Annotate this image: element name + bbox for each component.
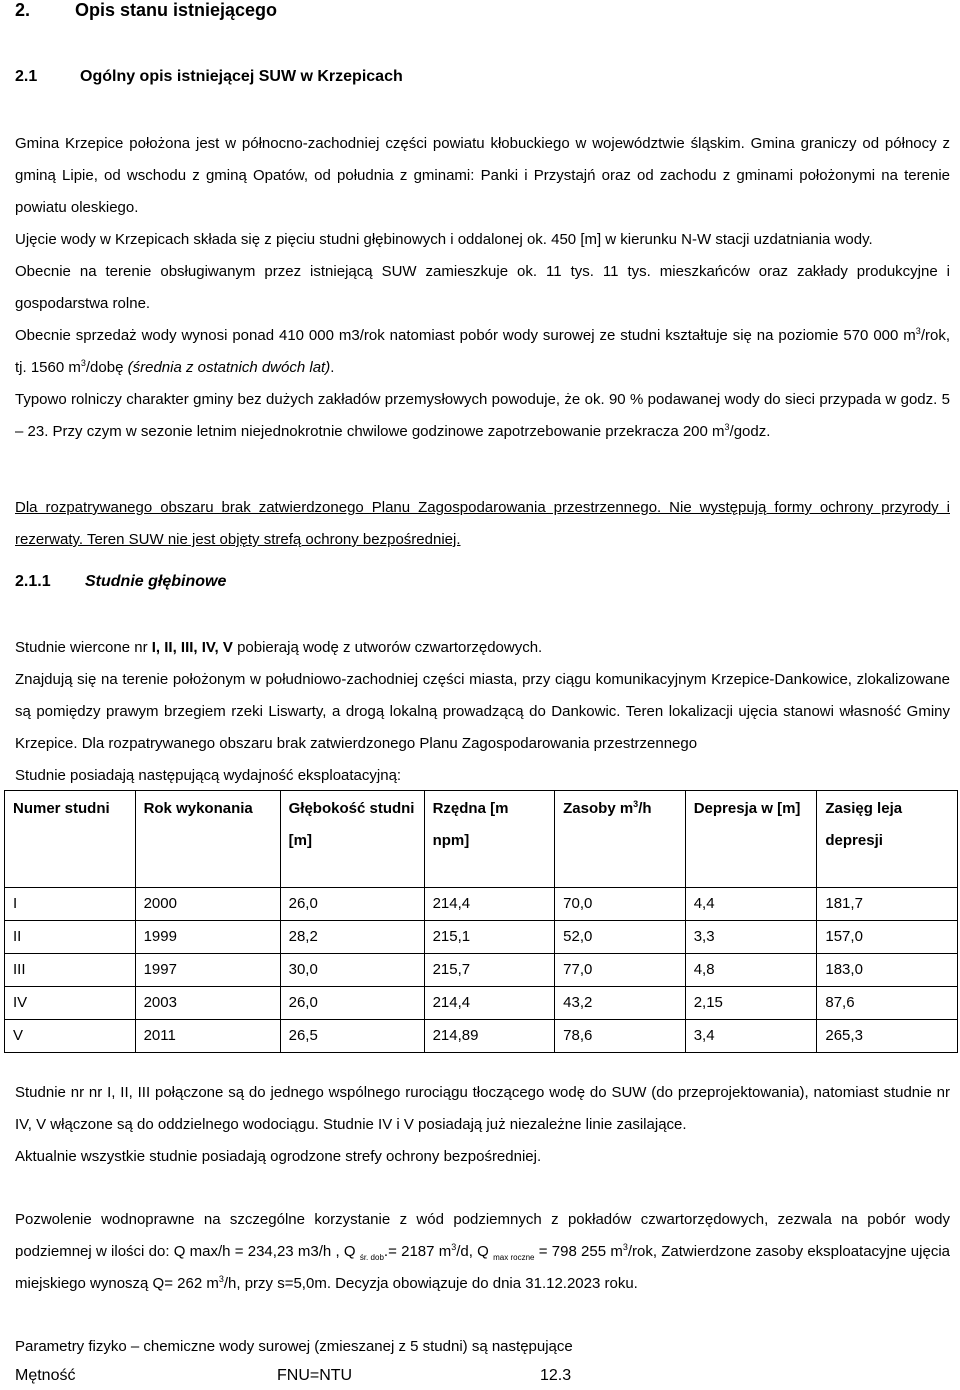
table-row: [5, 888, 958, 921]
table-cell: 77,0: [555, 954, 686, 987]
paragraph-wells-location: Znajdują się na terenie położonym w południowo-zachodniej części miasta, przy ciągu komunikacyjnym Krzepice-Dankowice, zlokalizowane są pomiędzy prawym brzegiem rzeki Liswarty, a drogą lokalną prowadzącą do Dankowic. Teren lokalizacji ujęcia stanowi własność Gminy Krzepice. Dla rozpatrywanego obszaru brak zatwierdzonego Planu Zagospodarowania przestrzennego: [15, 671, 950, 752]
table-header-cell: Rok wykonania: [135, 791, 280, 888]
table-cell: 43,2: [555, 987, 686, 1020]
subsubsection-title: Studnie głębinowe: [85, 573, 227, 590]
table-cell: 157,0: [817, 921, 958, 954]
table-cell: 52,0: [555, 921, 686, 954]
parameter-name: Mętność: [15, 1367, 76, 1384]
table-cell: 215,1: [424, 921, 555, 954]
table-header-cell: Depresja w [m]: [685, 791, 817, 888]
paragraph-location: Gmina Krzepice położona jest w północno-zachodniej części powiatu kłobuckiego w województwie śląskim. Gmina graniczy od północy z gminą Lipie, od wschodu z gminą Opatów, od południa z gminami: Panki i Przystajń oraz od zachodu z gminami położonymi na terenie powiatu oleskiego.: [15, 135, 950, 216]
table-cell: 265,3: [817, 1020, 958, 1053]
section-title: Opis stanu istniejącego: [75, 0, 278, 20]
parameter-value: 12.3: [540, 1367, 572, 1384]
table-cell: V: [5, 1020, 136, 1053]
table-header-cell: Numer studni: [5, 791, 136, 888]
paragraph-intake: Ujęcie wody w Krzepicach składa się z pięciu studni głębinowych i oddalonej ok. 450 [m] w kierunku N-W stacji uzdatniania wody.: [15, 231, 873, 248]
table-cell: 1997: [135, 954, 280, 987]
section-number: 2.: [15, 0, 31, 20]
table-cell: 26,5: [280, 1020, 424, 1053]
paragraph-capacity-intro: Studnie posiadają następującą wydajność eksploatacyjną:: [15, 767, 402, 784]
paragraph-demand: Typowo rolniczy charakter gminy bez dużych zakładów przemysłowych powoduje, że ok. 90 % podawanej wody do sieci przypada w godz. 5 – 23. Przy czym w sezonie letnim niejednokrotnie chwilowe godzinowe zapotrzebowanie przekracza 200 $m^3$/godz.: [15, 391, 950, 440]
table-row: [5, 954, 958, 987]
subsubsection-number: 2.1.1: [15, 573, 51, 590]
subsection-heading: [15, 68, 950, 86]
table-row: [5, 1020, 958, 1053]
table-cell: III: [5, 954, 136, 987]
table-cell: 2000: [135, 888, 280, 921]
paragraph-parameters-intro: Parametry fizyko – chemiczne wody surowej (zmieszanej z 5 studni) są następujące: [15, 1338, 573, 1355]
table-row: [5, 921, 958, 954]
table-header-cell: Rzędna [m npm]: [424, 791, 555, 888]
paragraph-wells: Studnie wiercone nr I, II, III, IV, V pobierają wodę z utworów czwartorzędowych.: [15, 639, 543, 656]
paragraph-population: Obecnie na terenie obsługiwanym przez istniejącą SUW zamieszkuje ok. 11 tys. 11 tys. mieszkańców oraz zakłady produkcyjne i gospodarstwa rolne.: [15, 263, 950, 312]
table-header-row: [5, 791, 958, 888]
table-cell: 214,4: [424, 987, 555, 1020]
table-cell: 26,0: [280, 888, 424, 921]
table-header-cell: Zasięg leja depresji: [817, 791, 958, 888]
table-cell: 26,0: [280, 987, 424, 1020]
table-cell: 181,7: [817, 888, 958, 921]
paragraph-planning: Dla rozpatrywanego obszaru brak zatwierdzonego Planu Zagospodarowania przestrzennego. Nie występują formy ochrony przyrody i rezerwaty. Teren SUW nie jest objęty strefą ochrony bezpośredniej.: [15, 499, 950, 548]
paragraph-pipelines: Studnie nr nr I, II, III połączone są do jednego wspólnego rurociągu tłoczącego wodę do SUW (do przeprojektowania), natomiast studnie nr IV, V włączone są do oddzielnego wodociągu. Studnie IV i V posiadają już niezależne linie zasilające.: [15, 1084, 950, 1133]
wells-table: [4, 790, 958, 1053]
table-cell: 215,7: [424, 954, 555, 987]
subsection-title: Ogólny opis istniejącej SUW w Krzepicach: [80, 68, 403, 85]
parameter-unit: FNU=NTU: [277, 1367, 353, 1384]
paragraph-water-sales: Obecnie sprzedaż wody wynosi ponad 410 000 m3/rok natomiast pobór wody surowej ze studni kształtuje się na poziomie 570 000 $m^3$/rok, tj. 1560 $m^3$/dobę (średnia z ostatnich dwóch lat).: [15, 326, 950, 376]
table-cell: 78,6: [555, 1020, 686, 1053]
table-cell: I: [5, 888, 136, 921]
table-cell: 70,0: [555, 888, 686, 921]
table-cell: 4,4: [685, 888, 817, 921]
paragraph-water-permit: Pozwolenie wodnoprawne na szczególne korzystanie z wód podziemnych z pokładów czwartorzędowych, zezwala na pobór wody podziemnej w ilości do: Q max/h = 234,23 m3/h , Q $_{śr. dob}$.= 2187 $m^3/d$, Q $_{max roczne}$ = 798 255 $m^3$/rok, Zatwierdzone zasoby eksploatacyjne ujęcia miejskiego wynoszą Q= 262 $m^3/h$, przy s=5,0m. Decyzja obowiązuje do dnia 31.12.2023 roku.: [15, 1211, 950, 1292]
table-cell: 214,4: [424, 888, 555, 921]
table-row: [5, 987, 958, 1020]
table-cell: 3,4: [685, 1020, 817, 1053]
table-cell: 214,89: [424, 1020, 555, 1053]
table-header-cell: Zasoby $m^3/h$: [555, 791, 686, 888]
paragraph-protection: Aktualnie wszystkie studnie posiadają ogrodzone strefy ochrony bezpośredniej.: [15, 1148, 542, 1165]
table-cell: 4,8: [685, 954, 817, 987]
table-cell: 3,3: [685, 921, 817, 954]
table-cell: II: [5, 921, 136, 954]
table-cell: 1999: [135, 921, 280, 954]
table-cell: IV: [5, 987, 136, 1020]
table-cell: 2,15: [685, 987, 817, 1020]
table-cell: 28,2: [280, 921, 424, 954]
table-cell: 30,0: [280, 954, 424, 987]
subsection-number: 2.1: [15, 68, 38, 85]
table-header-cell: Głębokość studni [m]: [280, 791, 424, 888]
table-cell: 183,0: [817, 954, 958, 987]
table-cell: 2003: [135, 987, 280, 1020]
section-heading: [15, 0, 950, 21]
table-cell: 2011: [135, 1020, 280, 1053]
table-cell: 87,6: [817, 987, 958, 1020]
subsubsection-heading: [15, 573, 950, 591]
